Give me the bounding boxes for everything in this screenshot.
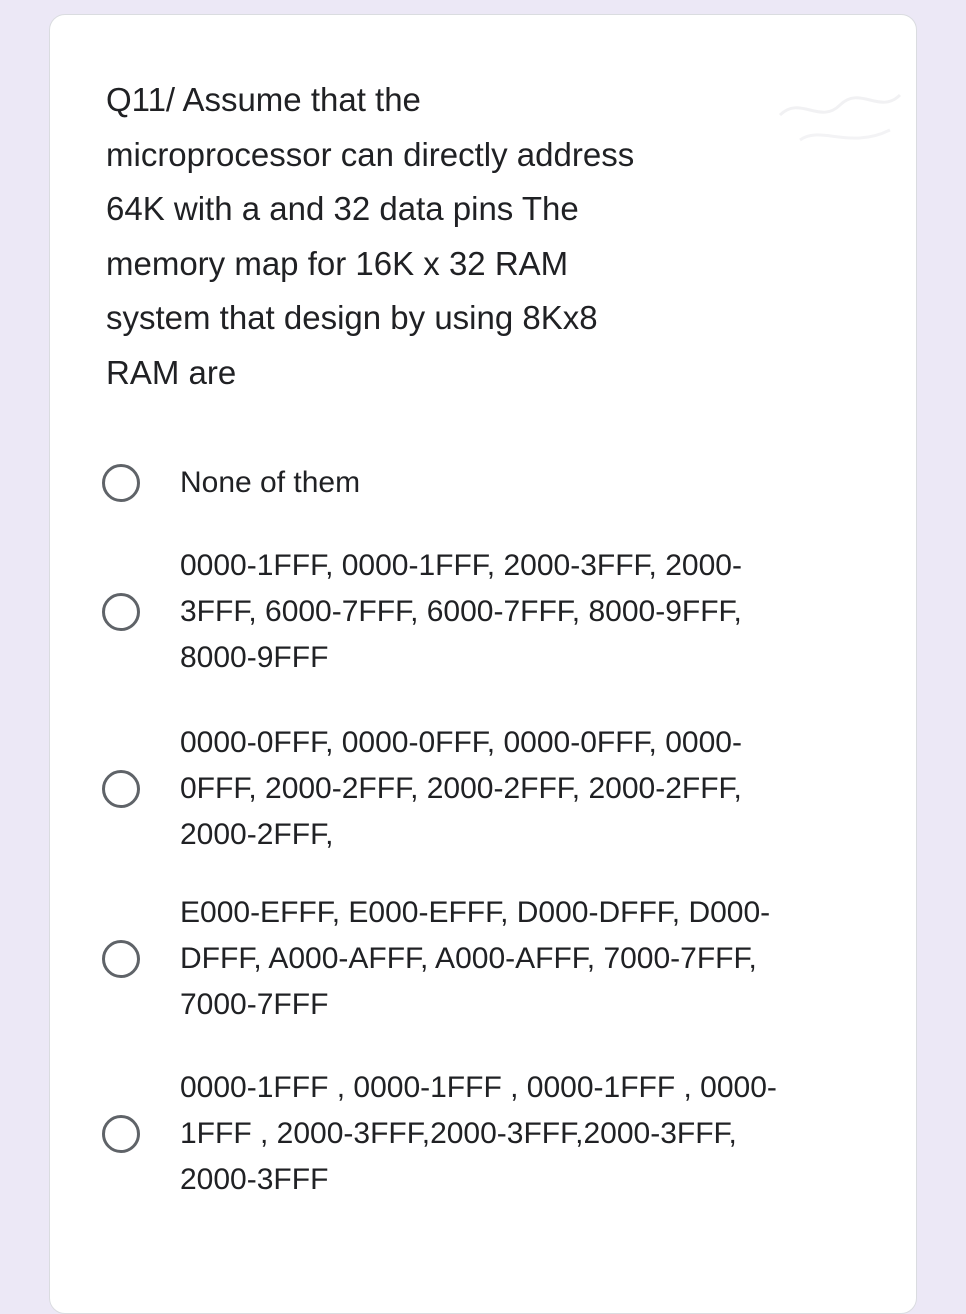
question-text <box>106 73 726 401</box>
option-line: 7000-7FFF <box>180 988 329 1021</box>
option-4[interactable] <box>102 890 862 1028</box>
question-card <box>49 14 917 1314</box>
option-line: 0000-0FFF, 0000-0FFF, 0000-0FFF, 0000- <box>180 726 742 759</box>
question-line: system that design by using 8Kx8 <box>106 299 598 337</box>
question-line: 64K with a and 32 data pins The <box>106 190 579 228</box>
option-3[interactable] <box>102 720 862 858</box>
radio-button[interactable] <box>102 1115 140 1153</box>
option-line: None of them <box>180 466 361 499</box>
watermark-icon <box>740 55 910 165</box>
option-label <box>180 890 860 1028</box>
option-5[interactable] <box>102 1065 862 1203</box>
option-label <box>180 720 860 858</box>
option-line: 2000-3FFF <box>180 1163 329 1196</box>
question-line: RAM are <box>106 353 237 391</box>
option-none-of-them[interactable] <box>102 460 862 506</box>
question-line: Q11/ Assume that the <box>106 81 421 118</box>
option-line: DFFF, A000-AFFF, A000-AFFF, 7000-7FFF, <box>180 942 757 975</box>
radio-button[interactable] <box>102 464 140 502</box>
question-line: microprocessor can directly address <box>106 135 635 173</box>
radio-button[interactable] <box>102 770 140 808</box>
option-label <box>180 1065 860 1203</box>
radio-button[interactable] <box>102 593 140 631</box>
option-line: 1FFF , 2000-3FFF,2000-3FFF,2000-3FFF, <box>180 1117 737 1150</box>
option-line: 8000-9FFF <box>180 641 329 674</box>
option-line: 2000-2FFF, <box>180 818 334 851</box>
option-2[interactable] <box>102 543 862 681</box>
radio-button[interactable] <box>102 940 140 978</box>
question-line: memory map for 16K x 32 RAM <box>106 244 569 282</box>
option-line: 3FFF, 6000-7FFF, 6000-7FFF, 8000-9FFF, <box>180 595 742 628</box>
option-line: 0000-1FFF , 0000-1FFF , 0000-1FFF , 0000- <box>180 1071 777 1104</box>
option-line: 0000-1FFF, 0000-1FFF, 2000-3FFF, 2000- <box>180 549 742 582</box>
option-label <box>180 543 860 681</box>
option-line: E000-EFFF, E000-EFFF, D000-DFFF, D000- <box>180 896 771 929</box>
option-label <box>180 460 860 506</box>
option-line: 0FFF, 2000-2FFF, 2000-2FFF, 2000-2FFF, <box>180 772 742 805</box>
